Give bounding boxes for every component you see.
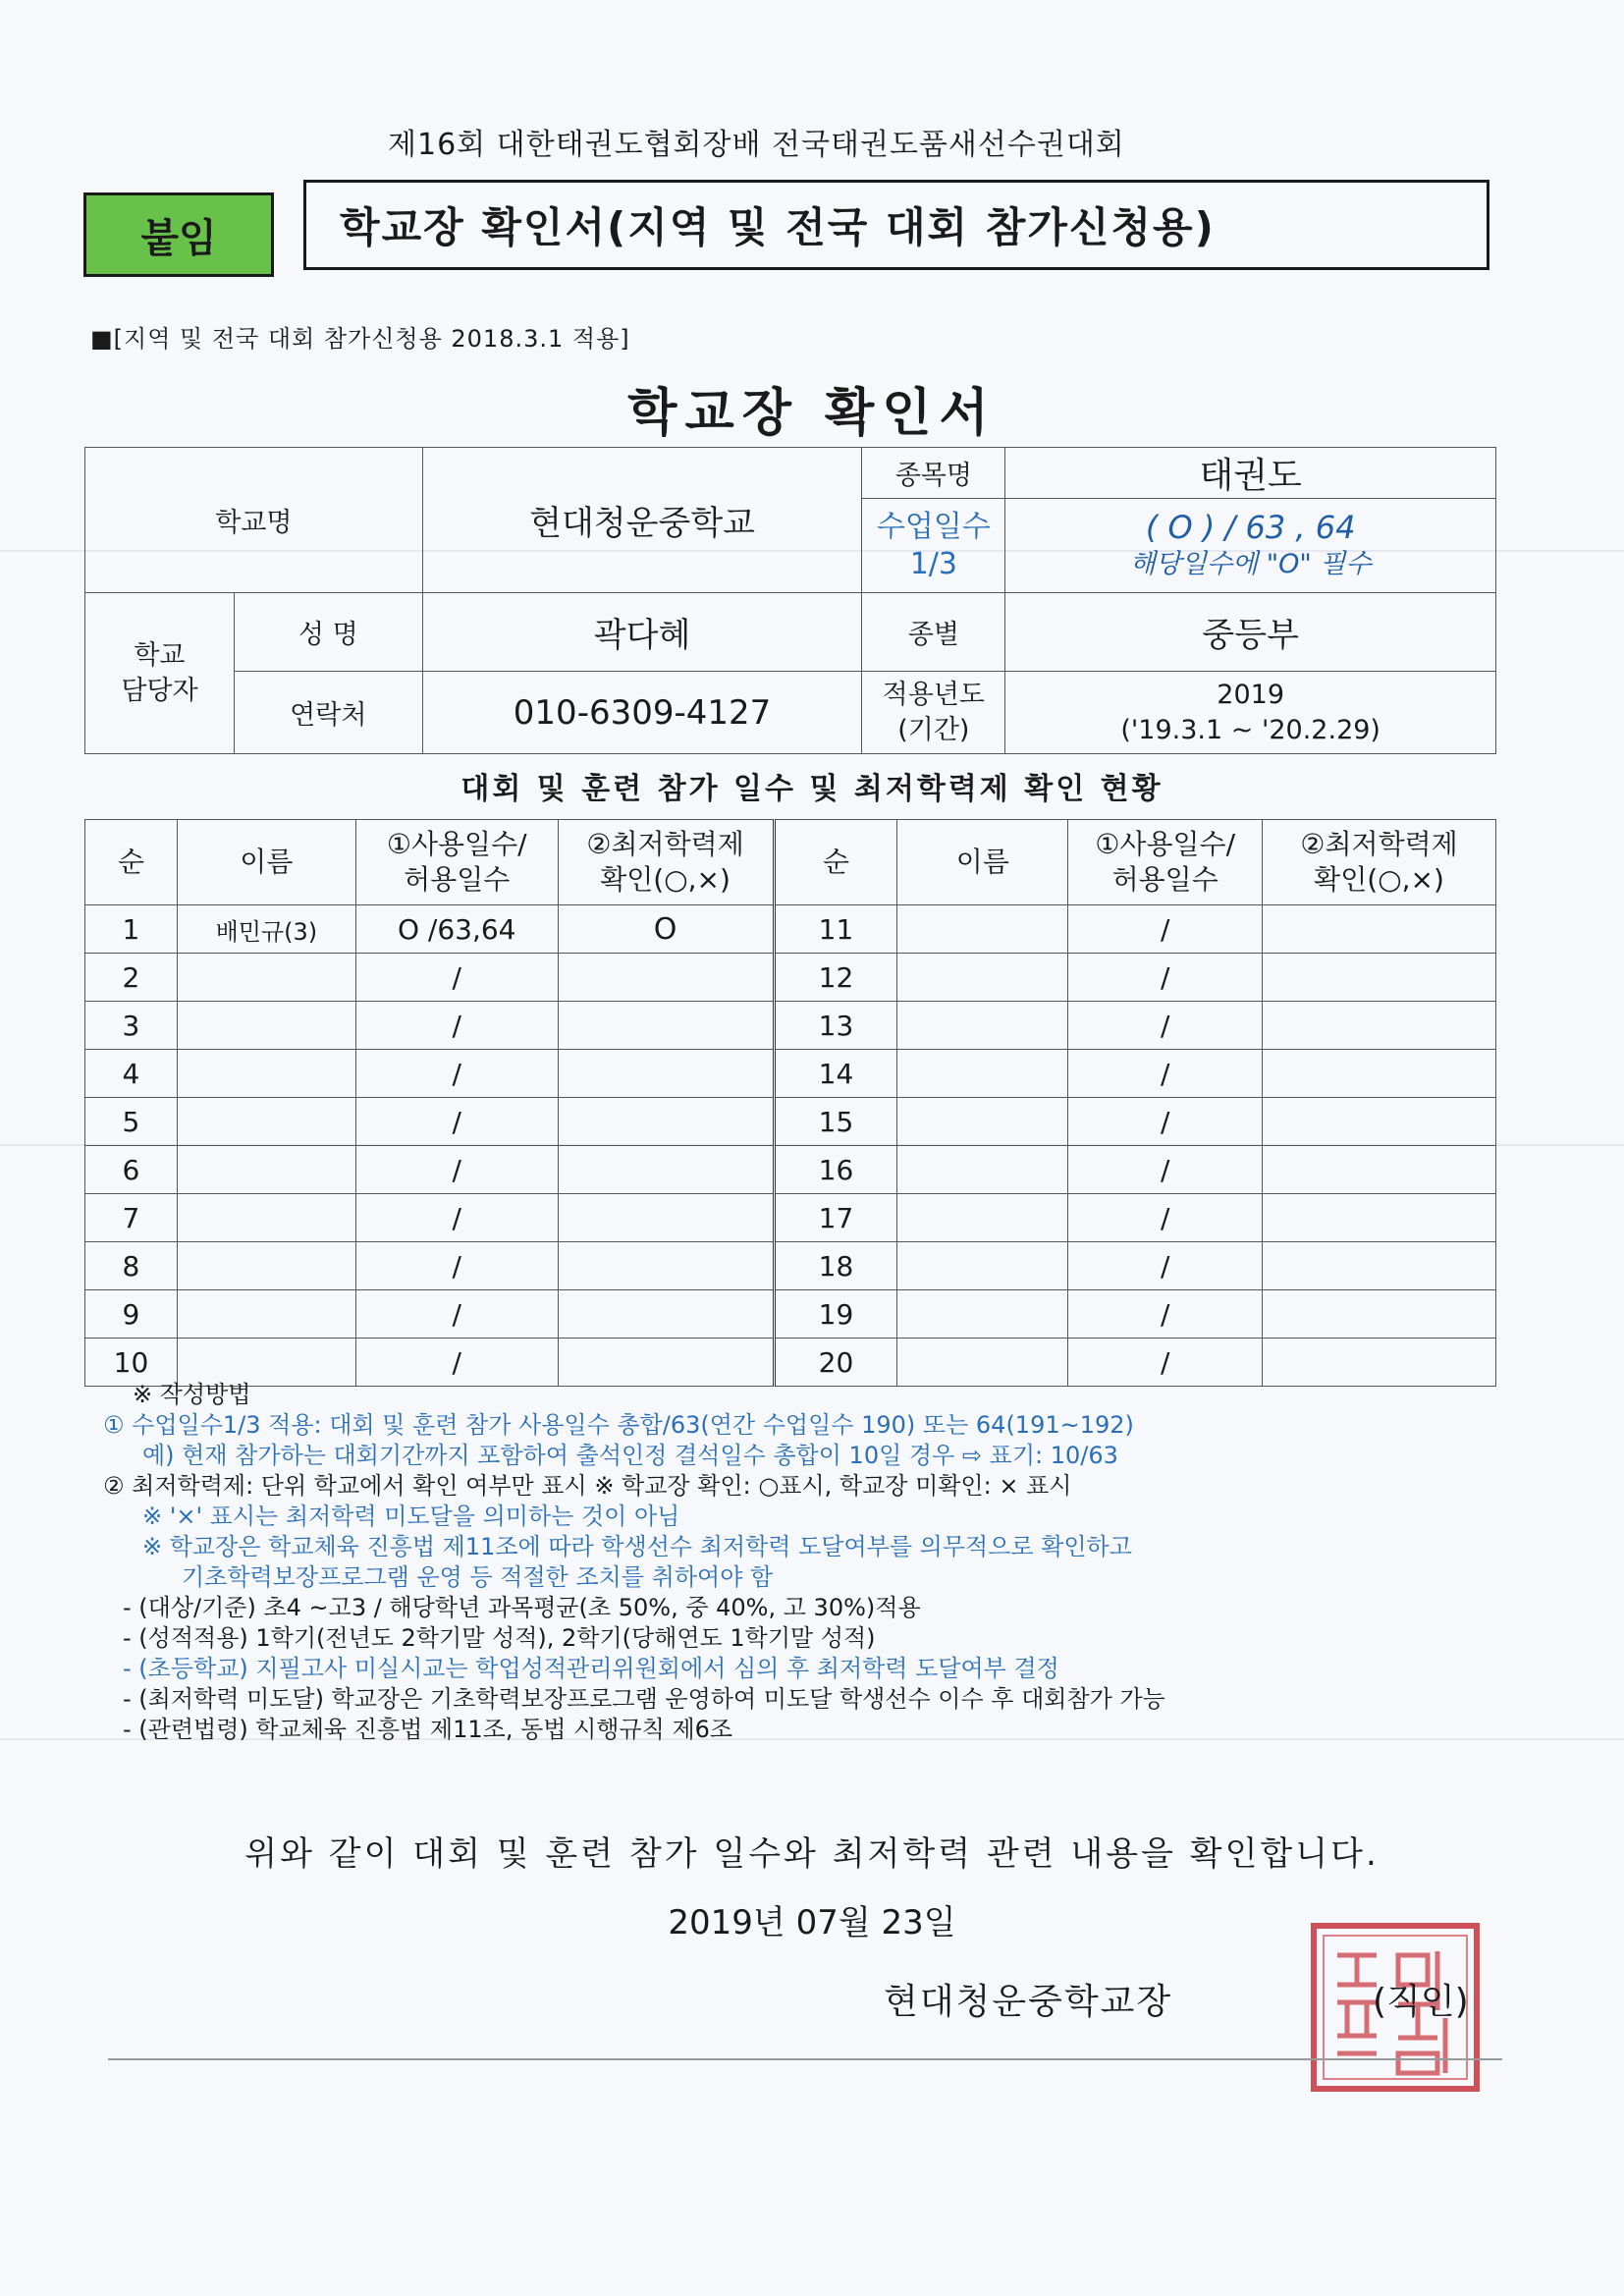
row-name-left [177,1242,355,1290]
row-no-left: 2 [85,954,178,1002]
row-name-right [897,1050,1068,1098]
principal-title: 현대청운중학교장 [884,1982,1173,2022]
row-days-right: / [1068,1242,1263,1290]
row-no-left: 4 [85,1050,178,1098]
division-value: 중등부 [1005,593,1496,672]
row-days-right: / [1068,1194,1263,1242]
row-check-right [1263,1290,1496,1339]
row-name-right [897,1098,1068,1146]
row-no-right: 15 [774,1098,897,1146]
seal-mark: (직인) [1373,1982,1469,2022]
name-label: 성 명 [234,593,422,672]
row-name-left [177,1098,355,1146]
row-check-right [1263,1194,1496,1242]
instructions-heading: ※ 작성방법 [133,1381,251,1408]
row-days-left: / [355,1194,558,1242]
row-name-right [897,905,1068,954]
row-name-left [177,1146,355,1194]
row-days-left: / [355,1146,558,1194]
row-no-right: 12 [774,954,897,1002]
row-no-left: 5 [85,1098,178,1146]
event-label: 종목명 [862,448,1005,499]
class-days-label: 수업일수 [876,509,991,544]
row-no-right: 20 [774,1339,897,1387]
row-check-left [558,1098,774,1146]
row-days-left: O /63,64 [355,905,558,954]
instruction-line-4a: ※ 학교장은 학교체육 진흥법 제11조에 따라 학생선수 최저학력 도달여부를 의무적으로 확인하고 [142,1533,1132,1560]
row-no-right: 11 [774,905,897,954]
row-no-left: 6 [85,1146,178,1194]
row-no-left: 8 [85,1242,178,1290]
header-name-left: 이름 [177,820,355,905]
row-no-left: 3 [85,1002,178,1050]
row-no-left: 1 [85,905,178,954]
table-row [85,1002,1496,1050]
row-days-right: / [1068,1339,1263,1387]
row-name-right [897,1242,1068,1290]
attachment-tag: 붙임 [83,192,274,277]
apply-year-value: 2019 [1217,679,1284,710]
school-name-value: 현대청운중학교 [422,448,862,593]
apply-period-value: ('19.3.1 ~ '20.2.29) [1120,714,1380,745]
row-no-right: 19 [774,1290,897,1339]
header-days-right: ①사용일수/ 허용일수 [1068,820,1263,905]
table-row [85,1146,1496,1194]
school-name-label: 학교명 [85,448,423,593]
bottom-divider [108,2058,1502,2060]
instruction-detail-2: - (성적적용) 1학기(전년도 2학기말 성적), 2학기(당해연도 1학기말 성적) [123,1624,876,1652]
instruction-detail-1: - (대상/기준) 초4 ~고3 / 해당학년 과목평균(초 50%, 중 40%, 고 30%)적용 [123,1594,921,1621]
row-days-right: / [1068,1290,1263,1339]
row-check-left [558,1050,774,1098]
class-days-value: ( O ) / 63 , 64 [1145,508,1356,546]
table-row [85,1290,1496,1339]
row-days-right: / [1068,1002,1263,1050]
row-no-left: 9 [85,1290,178,1339]
row-check-right [1263,905,1496,954]
instruction-line-3: ※ '×' 표시는 최저학력 미도달을 의미하는 것이 아님 [142,1503,680,1530]
row-name-right [897,1290,1068,1339]
table-row [85,1194,1496,1242]
apply-period-label: (기간) [897,714,970,745]
row-no-right: 16 [774,1146,897,1194]
row-check-left: O [558,905,774,954]
instruction-line-1b: 예) 현재 참가하는 대회기간까지 포함하여 출석인정 결석일수 총합이 10일 경우 ⇨ 표기: 10/63 [142,1442,1118,1469]
roster-title: 대회 및 훈련 참가 일수 및 최저학력제 확인 현황 [460,772,1164,806]
row-name-left [177,954,355,1002]
row-no-right: 14 [774,1050,897,1098]
row-name-right [897,1002,1068,1050]
instruction-detail-4: - (최저학력 미도달) 학교장은 기초학력보장프로그램 운영하여 미도달 학생선수 이수 후 대회참가 가능 [123,1685,1165,1713]
row-no-left: 7 [85,1194,178,1242]
division-label: 종별 [862,593,1005,672]
header-name-right: 이름 [897,820,1068,905]
page-title: 학교장 확인서 [627,384,997,443]
row-check-left [558,1002,774,1050]
row-name-left [177,1050,355,1098]
row-check-left [558,1194,774,1242]
row-name-left [177,1290,355,1339]
row-no-right: 18 [774,1242,897,1290]
header-academic-right: ②최저학력제 확인(○,×) [1263,820,1496,905]
header-no-left: 순 [85,820,178,905]
row-name-right [897,1194,1068,1242]
confirmation-statement: 위와 같이 대회 및 훈련 참가 일수와 최저학력 관련 내용을 확인합니다. [244,1834,1380,1874]
table-row [85,1098,1496,1146]
row-days-left: / [355,954,558,1002]
row-days-right: / [1068,1050,1263,1098]
contact-label: 연락처 [234,672,422,754]
row-days-left: / [355,1050,558,1098]
row-check-left [558,954,774,1002]
instruction-line-2: ② 최저학력제: 단위 학교에서 확인 여부만 표시 ※ 학교장 확인: ○표시, 학교장 미확인: × 표시 [103,1472,1072,1500]
row-days-left: / [355,1290,558,1339]
table-row [85,1050,1496,1098]
table-row [85,1242,1496,1290]
class-days-fraction: 1/3 [909,546,957,581]
row-days-left: / [355,1339,558,1387]
row-name-left [177,1194,355,1242]
instruction-detail-3: - (초등학교) 지필고사 미실시교는 학업성적관리위원회에서 심의 후 최저학력 도달여부 결정 [123,1655,1059,1682]
row-check-right [1263,954,1496,1002]
issue-date: 2019년 07월 23일 [668,1903,956,1942]
class-days-note: 해당일수에 "O" 필수 [1129,548,1372,579]
row-days-left: / [355,1098,558,1146]
header-days-left: ①사용일수/ 허용일수 [355,820,558,905]
roster-table [84,819,1496,1387]
instruction-line-4b: 기초학력보장프로그램 운영 등 적절한 조치를 취하여야 함 [182,1563,774,1591]
row-check-left [558,1146,774,1194]
instruction-detail-5: - (관련법령) 학교체육 진흥법 제11조, 동법 시행규칙 제6조 [123,1716,733,1743]
table-row [85,954,1496,1002]
row-name-left [177,1002,355,1050]
row-no-right: 13 [774,1002,897,1050]
instruction-line-1a: ① 수업일수1/3 적용: 대회 및 훈련 참가 사용일수 총합/63(연간 수업일수 190) 또는 64(191~192) [103,1411,1134,1439]
row-check-left [558,1242,774,1290]
apply-year-label: 적용년도 [882,679,985,710]
manager-label: 학교 담당자 [85,593,235,754]
event-value: 태권도 [1005,448,1496,499]
row-no-left: 10 [85,1339,178,1387]
school-info-table [84,447,1496,754]
manager-name-value: 곽다혜 [422,593,862,672]
header-academic-left: ②최저학력제 확인(○,×) [558,820,774,905]
row-name-right [897,954,1068,1002]
row-days-left: / [355,1242,558,1290]
row-days-left: / [355,1002,558,1050]
row-check-right [1263,1002,1496,1050]
row-days-right: / [1068,1098,1263,1146]
form-title-box: 학교장 확인서(지역 및 전국 대회 참가신청용) [303,180,1489,270]
row-name-left: 배민규(3) [177,905,355,954]
row-days-right: / [1068,1146,1263,1194]
row-no-right: 17 [774,1194,897,1242]
instructions [103,1380,1517,1745]
row-check-right [1263,1242,1496,1290]
applicability-note: ■[지역 및 전국 대회 참가신청용 2018.3.1 적용] [90,325,630,353]
row-check-right [1263,1146,1496,1194]
row-name-right [897,1146,1068,1194]
table-row [85,905,1496,954]
header-no-right: 순 [774,820,897,905]
row-days-right: / [1068,954,1263,1002]
contact-value: 010-6309-4127 [422,672,862,754]
row-check-right [1263,1050,1496,1098]
row-days-right: / [1068,905,1263,954]
row-check-left [558,1290,774,1339]
contest-title: 제16회 대한태권도협회장배 전국태권도품새선수권대회 [388,128,1125,162]
row-check-right [1263,1098,1496,1146]
